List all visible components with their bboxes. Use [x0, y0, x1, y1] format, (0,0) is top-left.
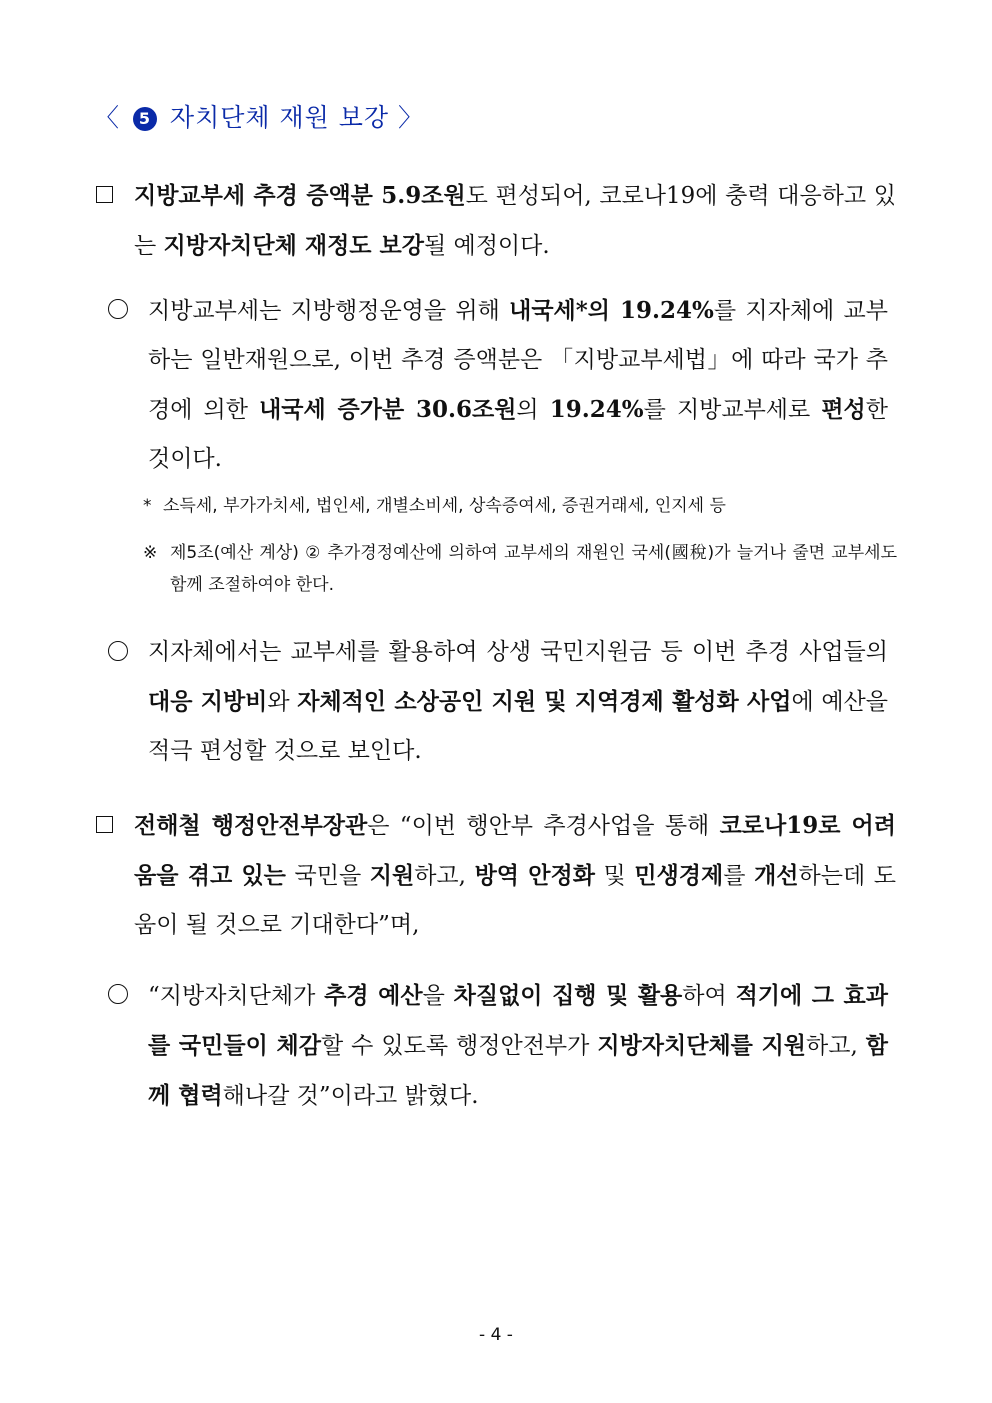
footnote-1	[143, 490, 883, 522]
bold-text-segment: 함께 협력	[148, 1032, 888, 1109]
close-bracket: 〉	[397, 103, 424, 132]
bold-text-segment: 편성	[821, 396, 866, 423]
text-segment: 와	[267, 689, 298, 715]
reference-marker: ※	[143, 543, 158, 563]
page-number: - 4 -	[479, 1325, 513, 1345]
bold-text-segment: 내국세 증가분 30.6조원	[259, 396, 517, 423]
paragraph-1-sub-1-text	[148, 286, 888, 484]
text-segment: 하고,	[414, 863, 475, 889]
footnote-2-text: 제5조(예산 계상) ② 추가경정예산에 의하여 교부세의 재원인 국세(國稅)가 늘거나 줄면 교부세도 함께 조절하여야 한다.	[170, 543, 897, 595]
footnote-2	[143, 537, 897, 601]
paragraph-2-sub-1-text	[148, 971, 888, 1121]
bold-text-segment: 적기에 그 효과를 국민들이 체감	[148, 982, 888, 1059]
text-segment: 에 예산을 적극 편성할 것으로 보인다.	[148, 689, 888, 764]
bold-text-segment: 내국세*의 19.24%	[509, 297, 714, 324]
paragraph-2-text	[134, 801, 896, 950]
bold-text-segment: 전해철 행정안전부장관	[134, 812, 368, 839]
circle-bullet-icon	[108, 971, 128, 1020]
text-segment: 하여	[682, 983, 736, 1009]
bold-text-segment: 추경 예산	[324, 982, 423, 1009]
section-title	[94, 98, 424, 134]
paragraph-2	[96, 801, 896, 950]
checkbox-bullet-icon	[96, 171, 113, 220]
bold-text-segment: 지방교부세 추경 증액분 5.9조원	[134, 182, 466, 209]
text-segment: 지자체에서는 교부세를 활용하여 상생 국민지원금 등 이번 추경 사업들의	[148, 639, 888, 665]
circle-bullet-icon	[108, 286, 128, 335]
bold-text-segment: 지방자치단체를 지원	[597, 1032, 807, 1059]
text-segment: 를 지자체에 교부하는 일반재원으로, 이번 추경 증액분은 「지방교부세법」에 따라 국가 추경에 의한	[148, 298, 888, 423]
bold-text-segment: 차질없이 집행 및 활용	[453, 982, 683, 1009]
checkbox-bullet-icon	[96, 801, 113, 850]
text-segment: 한 것이다.	[148, 397, 888, 472]
text-segment: “지방자치단체가	[148, 983, 325, 1009]
circle-bullet-icon	[108, 628, 128, 677]
text-segment: 도 편성되어, 코로나19에 충력 대응하고 있는	[134, 183, 896, 259]
bold-text-segment: 방역 안정화	[474, 862, 595, 889]
text-segment: 하는데 도움이 될 것으로 기대한다”며,	[134, 863, 896, 938]
bold-text-segment: 19.24%	[549, 396, 644, 423]
section-title-text: 자치단체 재원 보강	[169, 103, 390, 132]
text-segment: 국민을	[285, 863, 370, 889]
text-segment: 를	[723, 863, 755, 889]
open-bracket: 〈	[94, 103, 121, 132]
section-number-badge: 5	[133, 107, 157, 131]
text-segment: 을	[422, 983, 454, 1009]
bold-text-segment: 대응 지방비	[148, 688, 268, 715]
bold-text-segment: 민생경제	[634, 862, 724, 889]
footnote-1-text: 소득세, 부가가치세, 법인세, 개별소비세, 상속증여세, 증권거래세, 인지세 등	[163, 496, 726, 516]
bold-text-segment: 지방자치단체 재정도 보강	[163, 232, 424, 259]
paragraph-1-sub-2	[108, 628, 888, 776]
text-segment: 은 “이번 행안부 추경사업을 통해	[367, 813, 720, 839]
text-segment: 하고,	[806, 1033, 866, 1059]
bold-text-segment: 코로나19로 어려움을 겪고 있는	[134, 812, 896, 889]
text-segment: 해나갈 것”이라고 밝혔다.	[222, 1083, 479, 1109]
text-segment: 지방교부세는 지방행정운영을 위해	[148, 298, 510, 324]
text-segment: 될 예정이다.	[423, 233, 550, 259]
text-segment: 의	[516, 397, 550, 423]
paragraph-1	[96, 171, 896, 271]
asterisk-marker: *	[143, 496, 152, 516]
bold-text-segment: 지원	[369, 862, 415, 889]
text-segment: 할 수 있도록 행정안전부가	[320, 1033, 598, 1059]
bold-text-segment: 자체적인 소상공인 지원 및 지역경제 활성화 사업	[297, 688, 792, 715]
text-segment: 및	[594, 863, 635, 889]
paragraph-1-sub-1	[108, 286, 888, 484]
bold-text-segment: 개선	[754, 862, 799, 889]
paragraph-2-sub-1	[108, 971, 888, 1121]
paragraph-1-sub-2-text	[148, 628, 888, 776]
paragraph-1-text	[134, 171, 896, 271]
text-segment: 를 지방교부세로	[643, 397, 822, 423]
